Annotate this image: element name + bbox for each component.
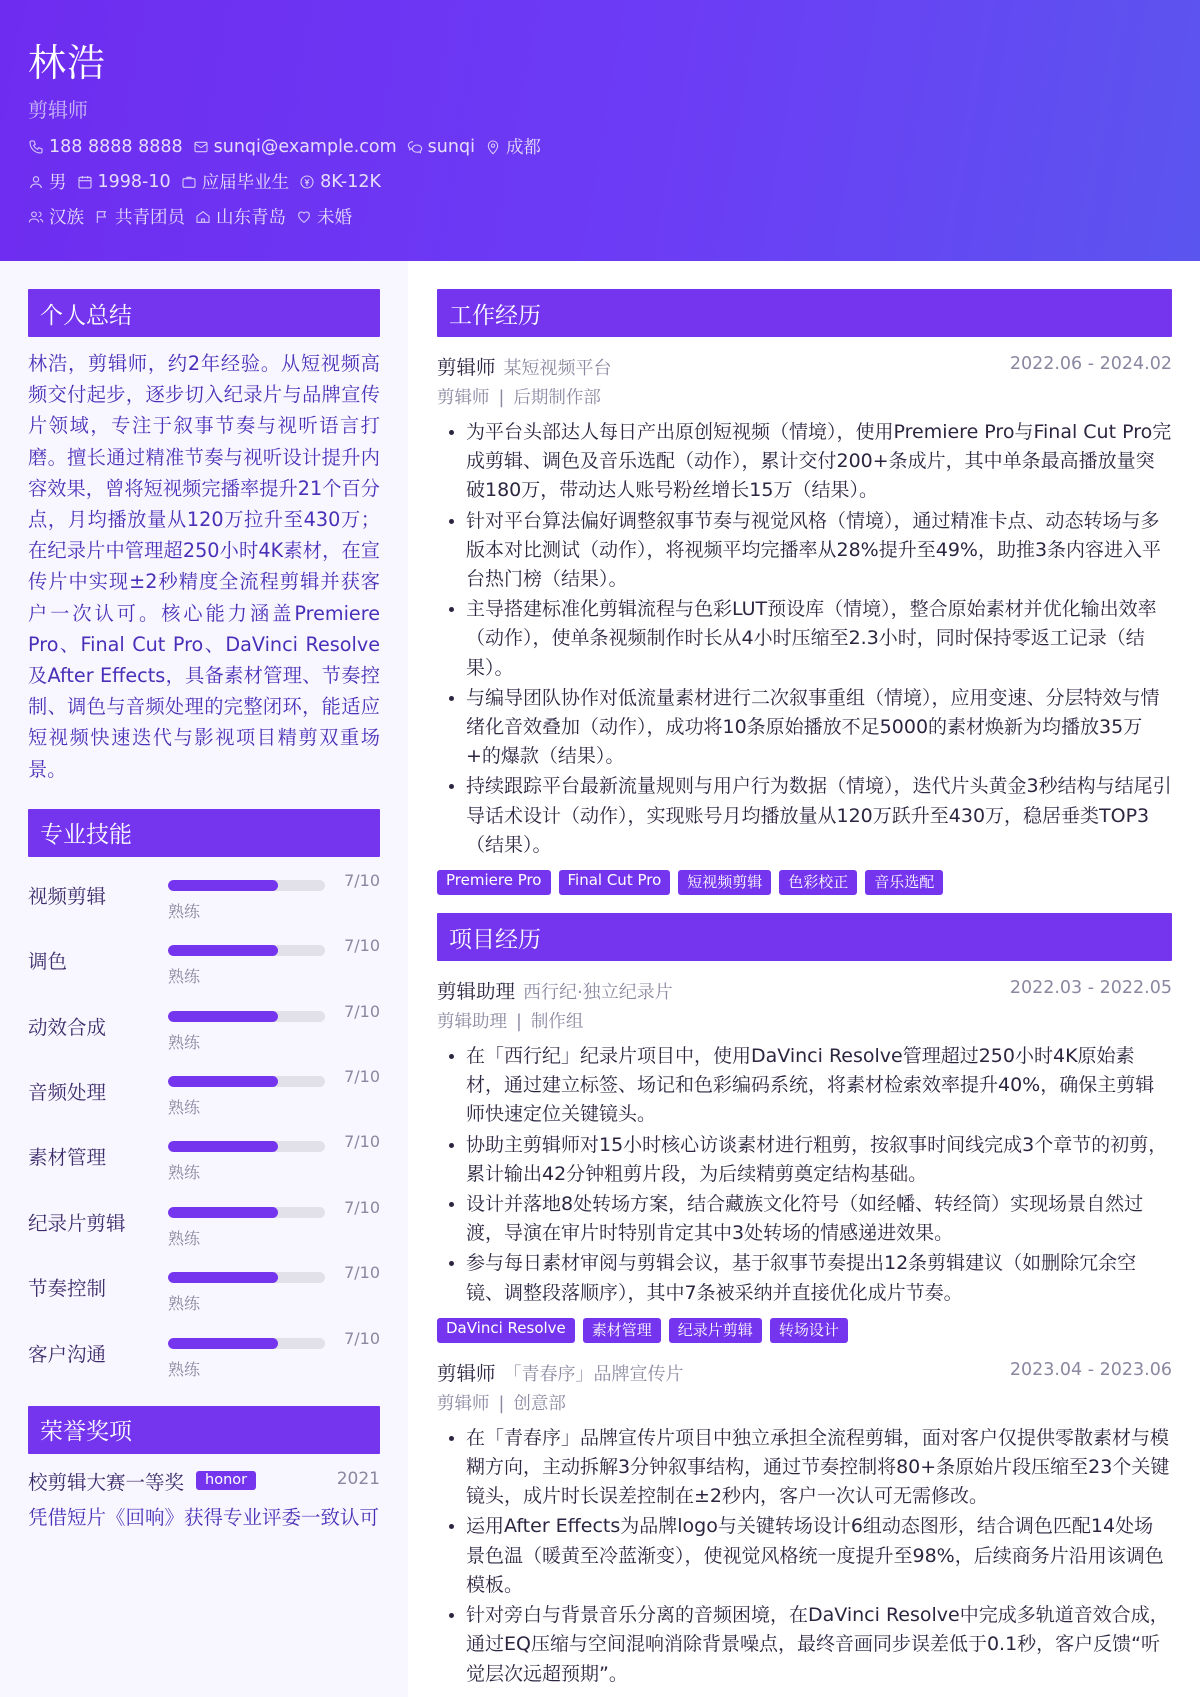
entry-position: 剪辑助理 (437, 1012, 507, 1033)
city-item (485, 134, 541, 159)
skill-score: 7/10 (344, 1328, 380, 1348)
summary-section (28, 289, 380, 785)
projects-section (437, 913, 1172, 1689)
bullet-item: • 为平台头部达人每日产出原创短视频（情境），使用Premiere Pro与Final Cut Pro完成剪辑、调色及音乐选配（动作），累计交付200+条成片，其中单条最高播放量突破180万，带动达人账号粉丝增长15万（结果）。 (466, 418, 1172, 506)
users-icon (28, 209, 44, 225)
flag-icon (94, 209, 110, 225)
main-content (437, 289, 1172, 1690)
skill-bar-fill (168, 880, 278, 891)
skill-level: 熟练 (168, 1098, 201, 1118)
skill-name: 视频剪辑 (28, 884, 107, 908)
entry-date: 2022.06 - 2024.02 (1009, 354, 1172, 374)
skill-bar (168, 1338, 325, 1349)
section-title-projects: 项目经历 (437, 913, 1172, 961)
skill-score: 7/10 (344, 1132, 380, 1152)
skill-tag: DaVinci Resolve (437, 1318, 575, 1343)
entry-header (437, 1358, 1172, 1384)
politics-item (94, 204, 185, 229)
summary-text: 林浩，剪辑师，约2年经验。从短视频高频交付起步，逐步切入纪录片与品牌宣传片领域，专注于叙事节奏与视听语言打磨。擅长通过精准节奏与视听设计提升内容效果，曾将短视频完播率提升21个百分点，月均播放量从120万拉升至430万；在纪录片中管理超250小时4K素材，在宣传片中实现±2秒精度全流程剪辑并获客户一次认可。核心能力涵盖Premiere Pro、Final Cut Pro、DaVinci Resolve及After Effects，具备素材管理、节奏控制、调色与音频处理的完整闭环，能适应短视频快速迭代与影视项目精剪双重场景。 (28, 352, 380, 781)
project-entry (437, 976, 1172, 1343)
gender-text: 男 (49, 173, 67, 193)
job-entry (437, 352, 1172, 895)
entry-role: 剪辑助理 (437, 980, 516, 1004)
personal-row (28, 169, 391, 194)
phone-icon (28, 139, 44, 155)
skill-level: 熟练 (168, 1294, 201, 1314)
gender-item (28, 169, 67, 194)
salary-text: 8K-12K (320, 171, 381, 192)
skill-level: 熟练 (168, 1163, 201, 1183)
user-icon (28, 174, 44, 190)
skill-tag: 音乐选配 (865, 870, 943, 895)
birth-item (77, 172, 171, 192)
bullet-item: • 协助主剪辑师对15小时核心访谈素材进行粗剪，按叙事时间线完成3个章节的初剪，累计输出42分钟粗剪片段，为后续精剪奠定结构基础。 (466, 1131, 1172, 1189)
candidate-name: 林浩 (28, 41, 107, 85)
skill-bar (168, 1076, 325, 1087)
skill-tag: 素材管理 (583, 1318, 661, 1343)
hometown-text: 山东青岛 (216, 208, 286, 228)
tag-list (437, 870, 1172, 895)
entry-date: 2022.03 - 2022.05 (1009, 978, 1172, 999)
wechat-text: sunqi (427, 136, 475, 157)
skill-level: 熟练 (168, 901, 201, 921)
skill-tag: Premiere Pro (437, 870, 551, 895)
entry-department: 创意部 (513, 1393, 566, 1414)
skill-bar-fill (168, 1207, 278, 1218)
skill-bar (168, 1272, 325, 1283)
honor-description: 凭借短片《回响》获得专业评委一致认可 (28, 1505, 380, 1529)
entry-department: 制作组 (530, 1012, 584, 1033)
skill-score: 7/10 (344, 870, 380, 890)
entry-bullets (437, 418, 1172, 860)
skill-item (28, 1067, 380, 1132)
entry-bullets (437, 1042, 1172, 1308)
skill-score: 7/10 (344, 1263, 380, 1283)
bullet-item: • 针对平台算法偏好调整叙事节奏与视觉风格（情境），通过精准卡点、动态转场与多版本对比测试（动作），将视频平均完播率从28%提升至49%，助推3条内容进入平台热门榜（结果）。 (466, 507, 1172, 595)
marital-item (296, 204, 352, 229)
skill-item (28, 1329, 380, 1394)
bullet-item: • 在「西行纪」纪录片项目中，使用DaVinci Resolve管理超过250小时4K原始素材，通过建立标签、场记和色彩编码系统，将素材检索效率提升40%，确保主剪辑师快速定位关键镜头。 (466, 1042, 1172, 1130)
skill-score: 7/10 (344, 1197, 380, 1217)
skill-name: 纪录片剪辑 (28, 1211, 126, 1235)
entry-role: 剪辑师 (437, 1361, 496, 1385)
skill-bar (168, 1141, 325, 1152)
skill-tag: 短视频剪辑 (678, 870, 771, 895)
skill-list (28, 871, 380, 1394)
bullet-item: • 参与每日素材审阅与剪辑会议，基于叙事节奏提出12条剪辑建议（如删除冗余空镜、调整段落顺序），其中7条被采纳并直接优化成片节奏。 (466, 1249, 1172, 1307)
skill-item (28, 1002, 380, 1067)
skill-level: 熟练 (168, 1228, 201, 1248)
birth-text: 1998-10 (97, 171, 171, 192)
skill-bar (168, 945, 325, 956)
heart-icon (296, 209, 312, 225)
salary-item (299, 172, 381, 192)
skill-level: 熟练 (168, 967, 201, 987)
skill-item (28, 1132, 380, 1197)
skill-level: 熟练 (168, 1359, 201, 1379)
skill-bar-fill (168, 1272, 278, 1283)
bullet-item: • 主导搭建标准化剪辑流程与色彩LUT预设库（情境），整合原始素材并优化输出效率（动作），使单条视频制作时长从4小时压缩至2.3小时，同时保持零返工记录（结果）。 (466, 595, 1172, 683)
money-icon (299, 174, 315, 190)
email-item (193, 137, 397, 157)
mail-icon (193, 139, 209, 155)
entry-subtitle (437, 1008, 1172, 1033)
skill-name: 客户沟通 (28, 1342, 107, 1366)
entry-role: 剪辑师 (437, 356, 496, 379)
work-section (437, 289, 1172, 895)
briefcase-icon (181, 174, 197, 190)
skill-item (28, 1198, 380, 1263)
skill-score: 7/10 (344, 1067, 380, 1087)
bullet-item: • 持续跟踪平台最新流量规则与用户行为数据（情境），迭代片头黄金3秒结构与结尾引导话术设计（动作），实现账号月均播放量从120万跃升至430万，稳居垂类TOP3（结果）。 (466, 772, 1172, 860)
skill-name: 素材管理 (28, 1146, 107, 1170)
skill-bar-fill (168, 1011, 278, 1022)
skill-name: 音频处理 (28, 1081, 107, 1105)
skill-name: 节奏控制 (28, 1277, 107, 1301)
skill-bar-fill (168, 1141, 278, 1152)
skill-tag: 纪录片剪辑 (669, 1318, 762, 1343)
resume-header (0, 0, 1200, 261)
skill-level: 熟练 (168, 1032, 201, 1052)
section-title-honors: 荣誉奖项 (28, 1406, 380, 1454)
sidebar (28, 289, 380, 1533)
skill-item (28, 936, 380, 1001)
section-title-skills: 专业技能 (28, 809, 380, 857)
bullet-item: • 针对旁白与背景音乐分离的音频困境，在DaVinci Resolve中完成多轨道音效合成，通过EQ压缩与空间混响消除背景噪点，最终音画同步误差低于0.1秒，客户反馈“听觉层次远超预期”。 (466, 1601, 1172, 1689)
work-list (437, 352, 1172, 895)
honor-item (28, 1467, 380, 1495)
honor-year: 2021 (336, 1468, 380, 1489)
entry-header (437, 352, 1172, 378)
entry-date: 2023.04 - 2023.06 (1009, 1359, 1172, 1380)
ethnicity-item (28, 204, 84, 229)
city-text: 成都 (505, 138, 541, 158)
entry-subtitle (437, 384, 1172, 409)
skill-score: 7/10 (344, 936, 380, 956)
status-item (181, 169, 290, 194)
bullet-item: • 运用After Effects为品牌logo与关键转场设计6组动态图形，结合调色匹配14处场景色温（暖黄至冷蓝渐变），使视觉风格统一度提升至98%，后续商务片沿用该调色模板。 (466, 1512, 1172, 1600)
honor-badge: honor (196, 1471, 256, 1490)
entry-organization: 西行纪·独立纪录片 (523, 982, 673, 1004)
tag-list (437, 1318, 1172, 1343)
entry-department: 后期制作部 (513, 388, 601, 408)
project-entry (437, 1358, 1172, 1689)
ethnicity-text: 汉族 (49, 208, 84, 228)
honors-section (28, 1406, 380, 1533)
skill-item (28, 871, 380, 936)
skills-section (28, 809, 380, 1394)
skill-tag: 转场设计 (770, 1318, 848, 1343)
hometown-item (195, 204, 286, 229)
skill-name: 调色 (28, 950, 68, 974)
contact-row (28, 134, 551, 159)
bullet-item: • 在「青春序」品牌宣传片项目中独立承担全流程剪辑，面对客户仅提供零散素材与模糊方向，主动拆解3分钟叙事结构，通过节奏控制将80+条原始片段压缩至23个关键镜头，成片时长误差控制在±2秒内，客户一次认可无需修改。 (466, 1424, 1172, 1512)
skill-bar (168, 880, 325, 891)
skill-bar-fill (168, 945, 278, 956)
bullet-item: • 与编导团队协作对低流量素材进行二次叙事重组（情境），应用变速、分层特效与情绪化音效叠加（动作），成功将10条原始播放不足5000的素材焕新为均播放35万+的爆款（结果）。 (466, 684, 1172, 772)
skill-tag: Final Cut Pro (559, 870, 671, 895)
skill-item (28, 1263, 380, 1328)
entry-subtitle (437, 1390, 1172, 1415)
section-title-summary: 个人总结 (28, 289, 380, 337)
separator: | (516, 1012, 522, 1033)
section-title-work: 工作经历 (437, 289, 1172, 337)
separator: | (498, 388, 505, 408)
email-text: sunqi@example.com (213, 136, 397, 157)
candidate-title: 剪辑师 (28, 98, 88, 122)
home-icon (195, 209, 211, 225)
project-list (437, 976, 1172, 1689)
entry-header (437, 976, 1172, 1002)
skill-score: 7/10 (344, 1001, 380, 1021)
entry-organization: 某短视频平台 (503, 358, 612, 379)
phone-item (28, 137, 183, 157)
politics-text: 共青团员 (115, 208, 185, 228)
skill-bar (168, 1011, 325, 1022)
entry-bullets (437, 1424, 1172, 1689)
entry-position: 剪辑师 (437, 1393, 490, 1414)
wechat-icon (407, 139, 423, 155)
status-text: 应届毕业生 (201, 173, 290, 193)
background-row (28, 204, 362, 229)
location-icon (485, 139, 501, 155)
entry-position: 剪辑师 (437, 388, 490, 408)
skill-tag: 色彩校正 (779, 870, 857, 895)
skill-bar-fill (168, 1076, 278, 1087)
skill-bar-fill (168, 1338, 278, 1349)
entry-organization: 「青春序」品牌宣传片 (503, 1363, 684, 1385)
separator: | (498, 1393, 505, 1414)
honor-name: 校剪辑大赛一等奖 (28, 1470, 185, 1494)
skill-bar (168, 1207, 325, 1218)
wechat-item (407, 137, 475, 157)
calendar-icon (77, 174, 93, 190)
bullet-item: • 设计并落地8处转场方案，结合藏族文化符号（如经幡、转经筒）实现场景自然过渡，导演在审片时特别肯定其中3处转场的情感递进效果。 (466, 1190, 1172, 1248)
skill-name: 动效合成 (28, 1015, 107, 1039)
phone-text: 188 8888 8888 (49, 136, 183, 157)
marital-text: 未婚 (317, 208, 352, 228)
